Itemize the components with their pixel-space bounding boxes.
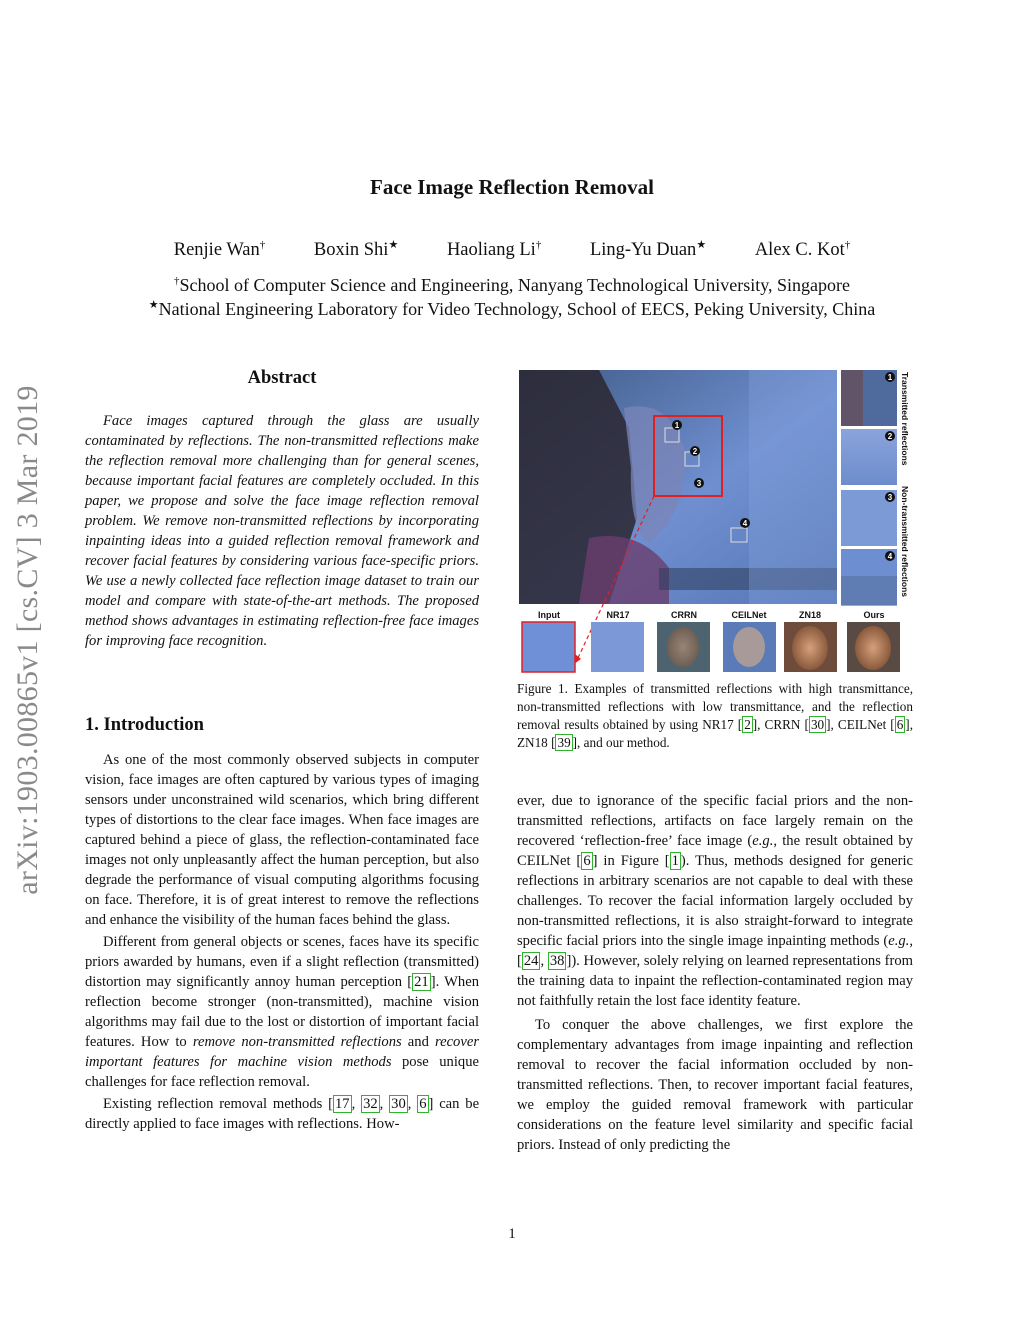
citation-link[interactable]: 39 xyxy=(557,735,571,750)
author-list xyxy=(0,240,1024,261)
tile-shadow xyxy=(841,370,863,426)
marker-label: 2 xyxy=(887,432,893,441)
citation-link[interactable]: 2 xyxy=(744,717,751,732)
citation-link[interactable]: 1 xyxy=(671,853,679,869)
affiliation: ★National Engineering Laboratory for Video Technology, School of EECS, Peking University, China xyxy=(148,299,876,319)
page-number: 1 xyxy=(508,1226,516,1242)
citation-link[interactable]: 6 xyxy=(583,853,591,869)
marker-label: 2 xyxy=(692,447,698,456)
marker-label: 4 xyxy=(887,552,893,561)
citation-link[interactable]: 30 xyxy=(391,1096,406,1112)
introduction-section xyxy=(85,715,479,1134)
citation-link[interactable]: 24 xyxy=(523,953,539,969)
paper-title: Face Image Reflection Removal xyxy=(370,175,654,199)
face-shape xyxy=(855,626,891,670)
method-label: Ours xyxy=(863,610,885,620)
method-label: CEILNet xyxy=(731,610,767,620)
affiliation: †School of Computer Science and Engineering, Nanyang Technological University, Singapore xyxy=(173,275,851,295)
method-label: Input xyxy=(538,610,560,620)
figure-1 xyxy=(519,368,915,676)
arxiv-identifier: arXiv:1903.00865v1 [cs.CV] 3 Mar 2019 xyxy=(11,385,44,895)
side-label-transmitted: Transmitted reflections xyxy=(900,372,910,466)
introduction-continued xyxy=(517,791,913,1155)
citation-link[interactable]: 6 xyxy=(896,717,904,732)
marker-label: 3 xyxy=(696,479,702,488)
section-heading: 1. Introduction xyxy=(85,715,204,735)
citation-link[interactable]: 32 xyxy=(363,1096,378,1112)
nr17-thumbnail xyxy=(591,622,644,672)
face-shape xyxy=(792,626,828,670)
figure-1-graphic xyxy=(519,368,915,676)
citation-link[interactable]: 6 xyxy=(419,1096,427,1112)
tile-shadow xyxy=(841,576,897,606)
citation-link[interactable]: 30 xyxy=(810,717,825,732)
method-label: ZN18 xyxy=(798,610,822,620)
paragraph: As one of the most commonly observed subjects in computer vision, face images are often captured by various types of imaging sensors under unconstrained wild scenarios, which bring different types of distortions to the clear face images. When face images are captured behind a piece of glass, the reflection-contaminated face images not only unpleasantly affect the human perception, but also degrade the performance of visual computing algorithms focusing on face. Therefore, it is of great interest to remove the reflections and enhance the visibility of the human faces behind the glass. xyxy=(85,752,479,928)
side-label-non-transmitted: Non-transmitted reflections xyxy=(900,486,910,597)
author: Haoliang Li† xyxy=(446,239,542,260)
face-shape xyxy=(667,627,699,667)
abstract-text: Face images captured through the glass are usually contaminated by reflections. The non-transmitted reflections make the reflection removal more challenging than for general scenes, because important facial features are completely occluded. In this paper, we propose and solve the face image reflection removal problem. We remove non-transmitted reflections by incorporating inpainting ideas into a guided reflection removal framework and recover facial features by considering various face-specific priors. We use a newly collected face reflection image dataset to train our model and compare with state-of-the-art methods. The proposed method shows advantages in estimating reflection-free face images for improving face recognition. xyxy=(85,413,479,649)
paragraph: Existing reflection removal methods [ 17 , 32 , 30 , 6 ] can be directly applied to face images with reflections. How- xyxy=(85,1096,480,1132)
citation-link[interactable]: 38 xyxy=(549,953,565,969)
input-thumbnail xyxy=(522,622,575,672)
face-shape xyxy=(733,627,765,667)
author: Renjie Wan† xyxy=(173,239,266,260)
glare-region xyxy=(749,370,837,604)
abstract-heading: Abstract xyxy=(247,368,317,388)
marker-label: 3 xyxy=(887,493,893,502)
method-label: NR17 xyxy=(606,610,630,620)
author: Ling-Yu Duan★ xyxy=(589,239,707,260)
paragraph: ever, due to ignorance of the specific facial priors and the non-transmitted reflections, artifacts on face largely remain on the recovered ‘reflection-free’ face image (e.g., the result obtained by CEILNet [ 6 ] in Figure [ 1 ). Thus, methods designed for generic reflections in arbitrary scenarios are not capable to deal with these challenges. To recover the facial information largely occluded by non-transmitted reflections, it is also straight-forward to integrate specific facial priors into the single image inpainting methods (e.g., [ 24 , 38 ]). However, solely relying on learned representations from the training data to inpaint the reflection-contaminated region may not faithfully retain the lost face identity feature. xyxy=(517,793,914,1009)
citation-link[interactable]: 17 xyxy=(334,1096,350,1112)
method-label: CRRN xyxy=(671,610,697,620)
figure-caption: Figure 1. Examples of transmitted reflections with high transmittance, non-transmitted reflections with low transmittance, and the reflection removal results obtained by using NR17 [ 2 ], CRRN [ 30 ], CEILNet [ 6 ], ZN18 [ 39 ], and our method. xyxy=(517,681,913,750)
author: Boxin Shi★ xyxy=(313,239,399,260)
abstract-section xyxy=(85,368,479,651)
paragraph: Different from general objects or scenes, faces have its specific priors awarded by humans, even if a slight reflection (transmitted) distortion may significantly annoy human perception [ 21 ]. When reflection become stronger (non-transmitted), machine vision algorithms may fail due to the lost or distortion of important facial features. How to remove non-transmitted reflections and recover important features for machine vision methods pose unique challenges for face reflection removal. xyxy=(85,934,479,1090)
marker-label: 1 xyxy=(887,373,893,382)
citation-link[interactable]: 21 xyxy=(414,974,429,990)
author: Alex C. Kot† xyxy=(754,239,851,260)
marker-label: 1 xyxy=(674,421,680,430)
paragraph: To conquer the above challenges, we first explore the complementary advantages from image inpainting and reflection removal to recover the facial information occluded by non-transmitted reflections. Then, to recover important facial features, we employ the guided removal framework with particular considerations on the feature level similarity and specific facial priors. Instead of only predicting the xyxy=(517,1017,913,1153)
marker-label: 4 xyxy=(742,519,748,528)
